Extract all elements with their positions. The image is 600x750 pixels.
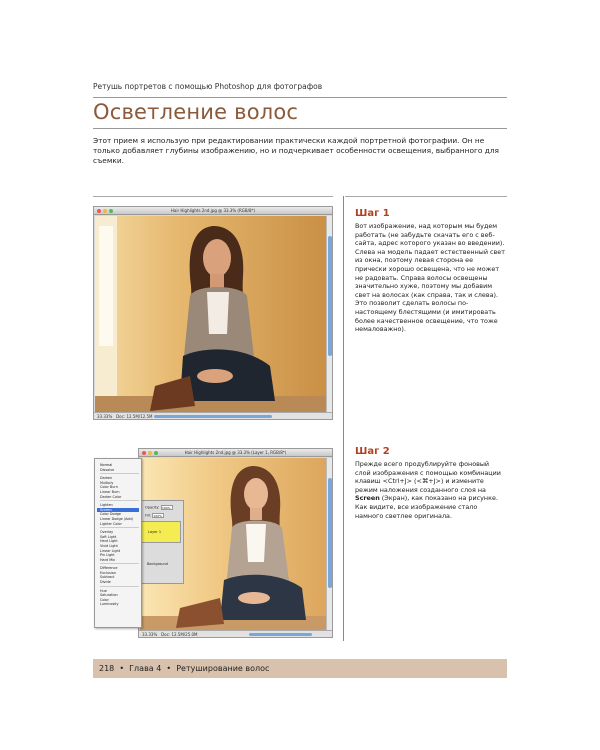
blend-mode-menu[interactable]: [94, 458, 142, 628]
minimize-dot-icon[interactable]: [148, 451, 152, 455]
window-title: Hair Highlights 2nd.jpg @ 33.3% (RGB/8*): [170, 208, 256, 213]
step1-text: Вот изображение, над которым мы будем работать (не забудьте скачать его с веб-сайта, адрес которого указан во введении). Слева на модель падает естественный свет из окна, поэтому левая сторона ее прически хорошо освещена, что не может не радовать. Справа волосы освещены значительно хуже, поэтому мы добавим свет на волосах (как справа, так и слева). Это позволит сделать волосы по-настоящему блестящими (и имитировать более качественное освещение, что тоже немаловажно).: [355, 222, 505, 334]
opacity-field[interactable]: 100%: [161, 506, 171, 510]
window-title: Hair Highlights 2nd.jpg @ 33.3% (Layer 1, RGB/8*): [184, 450, 287, 455]
menu-item[interactable]: Divide: [100, 580, 111, 585]
section-label: Ретуширование волос: [176, 664, 270, 673]
header-rule: [93, 97, 507, 98]
title-rule: [93, 128, 507, 129]
intro-paragraph: Этот прием я использую при редактировании практически каждой портретной фотографии. Он не только добавляет глубины изображению, но и подчеркивает особенности освещения, выбранного для съемки.: [93, 136, 499, 165]
menu-item[interactable]: Overlay: [100, 530, 114, 535]
menu-item[interactable]: Exclusion: [100, 570, 116, 575]
menu-separator: [100, 526, 139, 528]
menu-item[interactable]: Color Dodge: [100, 512, 122, 517]
step2-text: [355, 460, 505, 520]
step1-title: Шаг 1: [355, 208, 390, 219]
page-footer: 218 • Глава 4 • Ретуширование волос: [93, 659, 507, 678]
window-titlebar: [94, 207, 332, 215]
scroll-thumb[interactable]: [328, 478, 332, 588]
menu-separator: [100, 562, 139, 564]
menu-item[interactable]: Lighter Color: [100, 521, 122, 526]
menu-item[interactable]: Dissolve: [100, 467, 115, 472]
menu-separator: [100, 472, 139, 474]
fill-row: [145, 513, 164, 518]
fill-label: Fill:: [145, 513, 151, 518]
menu-separator: [100, 499, 139, 501]
opacity-row: [145, 505, 173, 510]
menu-item[interactable]: Darken: [100, 476, 113, 481]
menu-item[interactable]: Normal: [100, 463, 113, 467]
menu-item[interactable]: Hard Light: [100, 539, 118, 544]
zoom-level[interactable]: 33.33%: [97, 414, 113, 419]
status-bar: [139, 630, 332, 637]
menu-item[interactable]: Linear Dodge (Add): [100, 516, 133, 521]
menu-item[interactable]: Linear Burn: [100, 489, 120, 494]
portrait-photo: [95, 216, 326, 412]
scroll-thumb[interactable]: [328, 236, 332, 356]
step2-text-bold: Screen: [355, 494, 380, 503]
zoom-level[interactable]: 33.33%: [142, 632, 158, 637]
menu-item[interactable]: Darker Color: [100, 494, 122, 499]
close-dot-icon[interactable]: [97, 209, 101, 213]
vertical-scrollbar[interactable]: [326, 458, 332, 630]
section-rule-right: [345, 196, 507, 197]
fill-field[interactable]: 100%: [153, 514, 162, 518]
column-divider: [343, 196, 344, 641]
doc-info: Doc: 12.5M/12.5M: [116, 414, 153, 419]
status-bar: [94, 412, 332, 419]
horizontal-scroll-thumb[interactable]: [154, 415, 272, 418]
doc-info: Doc: 12.5M/25.0M: [161, 632, 198, 637]
menu-item[interactable]: Subtract: [100, 575, 115, 580]
page-number: 218: [99, 664, 115, 673]
step2-text-before: Прежде всего продублируйте фоновый слой изображения с помощью комбинации клавиш <Ctrl+J> (<⌘+J>) и измените режим наложения созданного слоя на: [355, 460, 501, 494]
window-titlebar: [139, 449, 332, 457]
background-layer-name: Background: [147, 562, 168, 566]
menu-item[interactable]: Linear Light: [100, 548, 121, 553]
chapter-label: Глава 4: [129, 664, 162, 673]
menu-item[interactable]: Vivid Light: [100, 543, 118, 548]
running-head: Ретушь портретов с помощью Photoshop для фотографов: [93, 82, 323, 91]
menu-item[interactable]: Pin Light: [100, 553, 115, 558]
menu-item[interactable]: Soft Light: [100, 534, 117, 539]
menu-item[interactable]: Saturation: [100, 593, 118, 598]
menu-item[interactable]: Hard Mix: [100, 557, 116, 562]
minimize-dot-icon[interactable]: [103, 209, 107, 213]
horizontal-scroll-thumb[interactable]: [249, 633, 312, 636]
menu-item[interactable]: Screen: [97, 508, 139, 513]
zoom-dot-icon[interactable]: [109, 209, 113, 213]
menu-item[interactable]: Color Burn: [100, 485, 118, 490]
background-layer-row[interactable]: [141, 557, 181, 571]
menu-item[interactable]: Hue: [100, 588, 107, 593]
step2-title: Шаг 2: [355, 446, 390, 457]
menu-item[interactable]: Lighten: [100, 503, 113, 508]
layers-panel: [136, 500, 184, 584]
page-title: Осветление волос: [93, 100, 299, 124]
opacity-label: Opacity:: [145, 505, 160, 510]
close-dot-icon[interactable]: [142, 451, 146, 455]
menu-item[interactable]: Difference: [100, 566, 118, 571]
menu-item[interactable]: Multiply: [100, 480, 114, 485]
zoom-dot-icon[interactable]: [154, 451, 158, 455]
photoshop-window-step1: [93, 206, 333, 420]
menu-separator: [100, 585, 139, 587]
layer-1-name: Layer 1: [148, 530, 162, 534]
section-rule-left: [93, 196, 333, 197]
menu-item[interactable]: Color: [100, 597, 109, 602]
vertical-scrollbar[interactable]: [326, 216, 332, 412]
menu-item[interactable]: Luminosity: [100, 602, 119, 607]
step2-text-after: (Экран), как показано на рисунке. Как видите, все изображение стало намного светлее оригинала.: [355, 494, 498, 520]
layer-1-row[interactable]: [141, 521, 181, 543]
